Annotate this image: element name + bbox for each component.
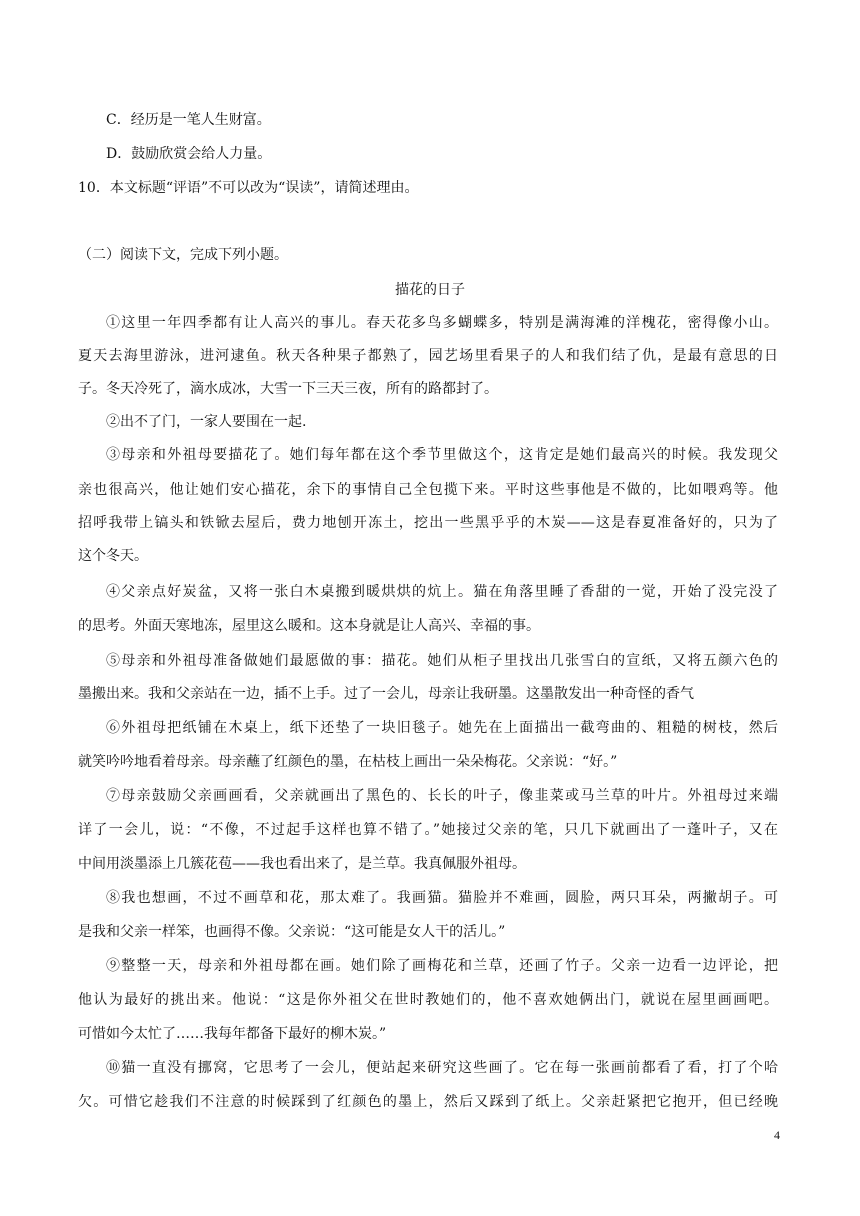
passage-line: 就笑吟吟地看着母亲。母亲蘸了红颜色的墨，在枯枝上画出一朵朵梅花。父亲说：“好。”	[78, 754, 618, 770]
passage-line: 欠。可惜它趁我们不注意的时候踩到了红颜色的墨上，然后又踩到了纸上。父亲赶紧把它抱开，但已经晚	[78, 1094, 778, 1110]
passage-line: ①这里一年四季都有让人高兴的事儿。春天花多鸟多蝴蝶多，特别是满海滩的洋槐花，密得像小山。	[106, 315, 778, 331]
passage-line: ③母亲和外祖母要描花了。她们每年都在这个季节里做这个，这肯定是她们最高兴的时候。我发现父	[106, 447, 778, 463]
passage-line: ⑨整整一天，母亲和外祖母都在画。她们除了画梅花和兰草，还画了竹子。父亲一边看一边评论，把	[106, 958, 778, 974]
passage-line: 墨搬出来。我和父亲站在一边，插不上手。过了一会儿，母亲让我研墨。这墨散发出一种奇怪的香气	[78, 686, 694, 702]
passage-line: ④父亲点好炭盆，又将一张白木桌搬到暖烘烘的炕上。猫在角落里睡了香甜的一觉，开始了没完没了	[106, 584, 778, 600]
page-number: 4	[774, 1128, 780, 1142]
option-d: D．鼓励欣赏会给人力量。	[106, 146, 272, 162]
passage-line: 亲也很高兴，他让她们安心描花，余下的事情自己全包揽下来。平时这些事他是不做的，比如喂鸡等。他	[78, 482, 778, 498]
passage-line: 中间用淡墨添上几簇花苞——我也看出来了，是兰草。我真佩服外祖母。	[78, 856, 526, 872]
passage-title: 描花的日子	[395, 282, 465, 298]
passage-line: 这个冬天。	[78, 548, 148, 564]
option-c: C．经历是一笔人生财富。	[106, 112, 271, 128]
section-intro: （二）阅读下文，完成下列小题。	[78, 247, 288, 263]
passage-line: ⑧我也想画，不过不画草和花，那太难了。我画猫。猫脸并不难画，圆脸，两只耳朵，两撇胡子。可	[106, 890, 778, 906]
question-10: 10．本文标题“评语”不可以改为“误读”，请简述理由。	[78, 180, 419, 196]
passage-line: ⑩猫一直没有挪窝，它思考了一会儿，便站起来研究这些画了。它在每一张画前都看了看，打了个哈	[106, 1060, 778, 1076]
passage-line: 可惜如今太忙了……我每年都备下最好的柳木炭。”	[78, 1026, 387, 1042]
passage-line: 子。冬天冷死了，滴水成冰，大雪一下三天三夜，所有的路都封了。	[78, 381, 498, 397]
passage-line: 的思考。外面天寒地冻，屋里这么暖和。这本身就是让人高兴、幸福的事。	[78, 618, 540, 634]
passage-line: 招呼我带上镐头和铁锨去屋后，费力地刨开冻土，挖出一些黑乎乎的木炭——这是春夏准备好的，只为了	[78, 515, 778, 531]
passage-line: ⑥外祖母把纸铺在木桌上，纸下还垫了一块旧毯子。她先在上面描出一截弯曲的、粗糙的树枝，然后	[106, 720, 778, 736]
passage-line: 夏天去海里游泳，进河逮鱼。秋天各种果子都熟了，园艺场里看果子的人和我们结了仇，是最有意思的日	[78, 348, 778, 364]
passage-line: 详了一会儿，说：“不像，不过起手这样也算不错了。”她接过父亲的笔，只几下就画出了一蓬叶子，又在	[78, 822, 778, 838]
passage-line: 是我和父亲一样笨，也画得不像。父亲说：“这可能是女人干的活儿。”	[78, 924, 506, 940]
passage-line: ②出不了门，一家人要围在一起.	[106, 414, 307, 430]
passage-line: ⑤母亲和外祖母准备做她们最愿做的事：描花。她们从柜子里找出几张雪白的宣纸，又将五颜六色的	[106, 653, 778, 669]
passage-line: 他认为最好的挑出来。他说：“这是你外祖父在世时教她们的，他不喜欢她俩出门，就说在屋里画画吧。	[78, 992, 778, 1008]
passage-line: ⑦母亲鼓励父亲画画看，父亲就画出了黑色的、长长的叶子，像韭菜或马兰草的叶片。外祖母过来端	[106, 788, 778, 804]
